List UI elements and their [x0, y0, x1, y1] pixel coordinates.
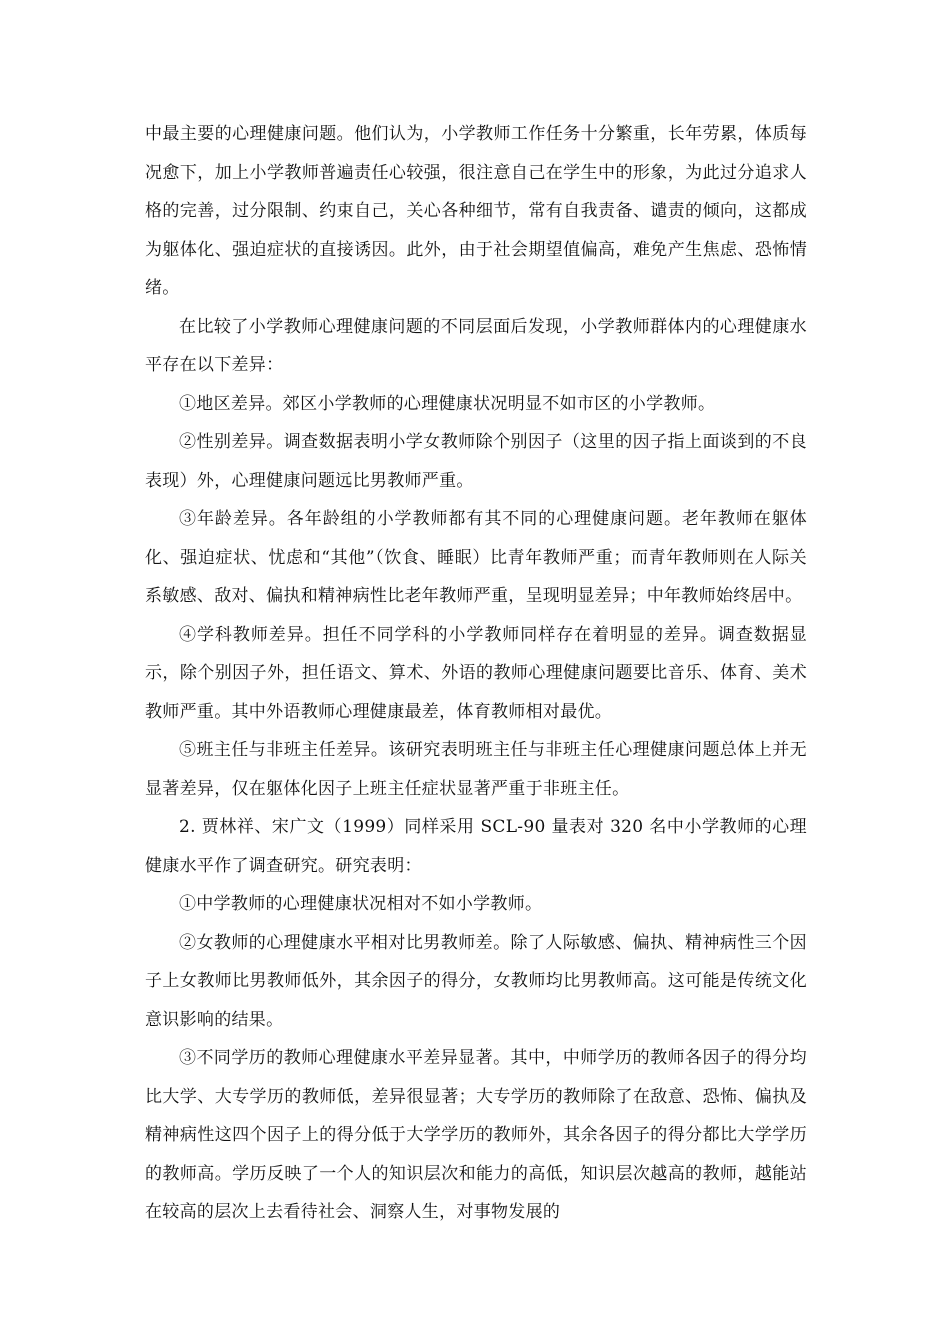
- paragraph-finding-3: ③不同学历的教师心理健康水平差异显著。其中，中师学历的教师各因子的得分均比大学、大专学历的教师低，差异很显著；大专学历的教师除了在敌意、恐怖、偏执及精神病性这四个因子上的得分低于大学学历的教师外，其余各因子的得分都比大学学历的教师高。学历反映了一个人的知识层次和能力的高低，知识层次越高的教师，越能站在较高的层次上去看待社会、洞察人生，对事物发展的: [145, 1048, 807, 1222]
- paragraph-study-2: 2. 贾林祥、宋广文（1999）同样采用 SCL-90 量表对 320 名中小学教师的心理健康水平作了调查研究。研究表明：: [145, 817, 807, 876]
- paragraph-differences-intro: 在比较了小学教师心理健康问题的不同层面后发现，小学教师群体内的心理健康水平存在以下差异：: [145, 316, 807, 375]
- paragraph-headteacher-difference: ⑤班主任与非班主任差异。该研究表明班主任与非班主任心理健康问题总体上并无显著差异，仅在躯体化因子上班主任症状显著严重于非班主任。: [145, 740, 807, 799]
- paragraph-continuation: 中最主要的心理健康问题。他们认为，小学教师工作任务十分繁重，长年劳累，体质每况愈下，加上小学教师普遍责任心较强，很注意自己在学生中的形象，为此过分追求人格的完善，过分限制、约束自己，关心各种细节，常有自我责备、谴责的倾向，这都成为躯体化、强迫症状的直接诱因。此外，由于社会期望值偏高，难免产生焦虑、恐怖情绪。: [145, 124, 807, 298]
- paragraph-gender-difference: ②性别差异。调查数据表明小学女教师除个别因子（这里的因子指上面谈到的不良表现）外，心理健康问题远比男教师严重。: [145, 432, 807, 491]
- paragraph-finding-1: ①中学教师的心理健康状况相对不如小学教师。: [179, 894, 543, 914]
- paragraph-age-difference: ③年龄差异。各年龄组的小学教师都有其不同的心理健康问题。老年教师在躯体化、强迫症状、忧虑和“其他”（饮食、睡眠）比青年教师严重；而青年教师则在人际关系敏感、敌对、偏执和精神病性比老年教师严重，呈现明显差异；中年教师始终居中。: [145, 509, 807, 606]
- paragraph-finding-2: ②女教师的心理健康水平相对比男教师差。除了人际敏感、偏执、精神病性三个因子上女教师比男教师低外，其余因子的得分，女教师均比男教师高。这可能是传统文化意识影响的结果。: [145, 932, 807, 1030]
- paragraph-region-difference: ①地区差异。郊区小学教师的心理健康状况明显不如市区的小学教师。: [179, 393, 716, 414]
- document-body: [145, 115, 807, 1232]
- paragraph-subject-difference: ④学科教师差异。担任不同学科的小学教师同样存在着明显的差异。调查数据显示，除个别因子外，担任语文、算术、外语的教师心理健康问题要比音乐、体育、美术教师严重。其中外语教师心理健康最差，体育教师相对最优。: [145, 624, 807, 722]
